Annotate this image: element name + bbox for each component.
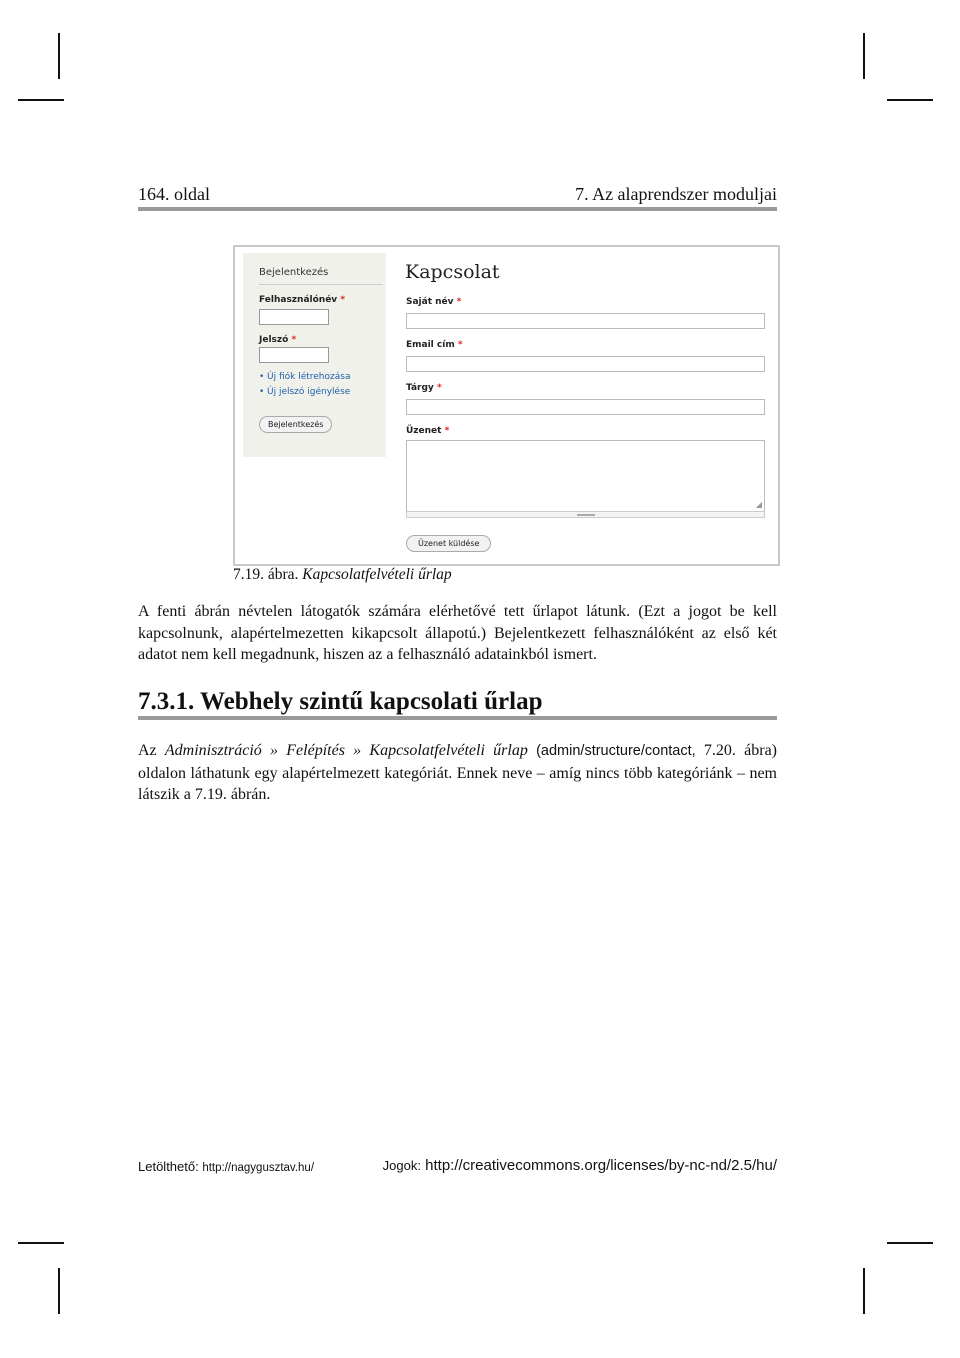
- login-block: [243, 253, 386, 457]
- page-footer: [138, 1156, 777, 1178]
- menu-path: Adminisztráció » Felépítés » Kapcsolatfelvételi űrlap: [164, 742, 528, 759]
- name-input[interactable]: [406, 313, 765, 329]
- rights-label: Jogok:: [382, 1158, 421, 1173]
- rights-info: [383, 1157, 777, 1174]
- crop-mark: [887, 1242, 933, 1244]
- crop-mark: [863, 1268, 865, 1314]
- crop-mark: [887, 99, 933, 101]
- running-header: [138, 184, 777, 206]
- download-link[interactable]: http://nagygusztav.hu/: [202, 1162, 315, 1174]
- text-span: 7.20. ábra) oldalon láthatunk egy alapértelmezett kategóriát. Ennek neve – amíg nincs több kategóriánk – nem látszik a 7.19. ábrán.: [138, 742, 778, 803]
- textarea-resize-handle[interactable]: [406, 511, 765, 518]
- message-textarea[interactable]: [406, 440, 765, 512]
- login-links: [259, 370, 350, 400]
- resize-grip-icon[interactable]: ◢: [755, 500, 762, 509]
- username-label: Felhasználónév *: [259, 295, 346, 305]
- create-account-link[interactable]: • Új fiók létrehozása: [259, 370, 350, 385]
- figure-screenshot: [233, 245, 780, 566]
- caption-text: Kapcsolatfelvételi űrlap: [302, 566, 452, 583]
- contact-form-title: Kapcsolat: [405, 261, 500, 283]
- page-number: 164. oldal: [138, 184, 210, 204]
- send-message-button[interactable]: Üzenet küldése: [406, 535, 491, 552]
- paragraph: A fenti ábrán névtelen látogatók számára elérhetővé tett űrlapot látunk. (Ezt a jogot be kell kapcsolnunk, alapértelmezetten kikapcsolt állapotú.) Bejelentkezett felhasználóként az első két adatot nem kell megadnunk, hiszen az a felhasználó adatainkból ismert.: [138, 603, 777, 663]
- login-button[interactable]: Bejelentkezés: [259, 416, 332, 433]
- crop-mark: [58, 1268, 60, 1314]
- download-info: [138, 1159, 314, 1174]
- message-label: Üzenet *: [406, 426, 450, 436]
- request-password-link[interactable]: • Új jelszó igénylése: [259, 385, 350, 400]
- subject-input[interactable]: [406, 399, 765, 415]
- rights-link[interactable]: http://creativecommons.org/licenses/by-nc-nd/2.5/hu/: [425, 1157, 777, 1174]
- crop-mark: [863, 33, 865, 79]
- caption-number: 7.19. ábra.: [233, 566, 299, 583]
- paragraph: [138, 740, 777, 806]
- header-rule: [138, 207, 777, 211]
- name-label: Saját név *: [406, 297, 462, 307]
- crop-mark: [58, 33, 60, 79]
- divider: [259, 284, 383, 285]
- chapter-title: 7. Az alaprendszer moduljai: [575, 184, 777, 204]
- admin-url: (admin/structure/contact,: [536, 743, 696, 759]
- email-label: Email cím *: [406, 340, 463, 350]
- section-rule: [138, 716, 777, 720]
- email-input[interactable]: [406, 356, 765, 372]
- password-label: Jelszó *: [259, 335, 297, 345]
- figure-caption: [233, 566, 452, 584]
- login-block-title: Bejelentkezés: [259, 267, 329, 278]
- username-input[interactable]: [259, 309, 329, 325]
- text-span: Az: [138, 742, 165, 759]
- download-label: Letölthető:: [138, 1159, 199, 1174]
- subject-label: Tárgy *: [406, 383, 442, 393]
- crop-mark: [18, 1242, 64, 1244]
- crop-mark: [18, 99, 64, 101]
- section-heading: 7.3.1. Webhely szintű kapcsolati űrlap: [138, 688, 543, 715]
- password-input[interactable]: [259, 347, 329, 363]
